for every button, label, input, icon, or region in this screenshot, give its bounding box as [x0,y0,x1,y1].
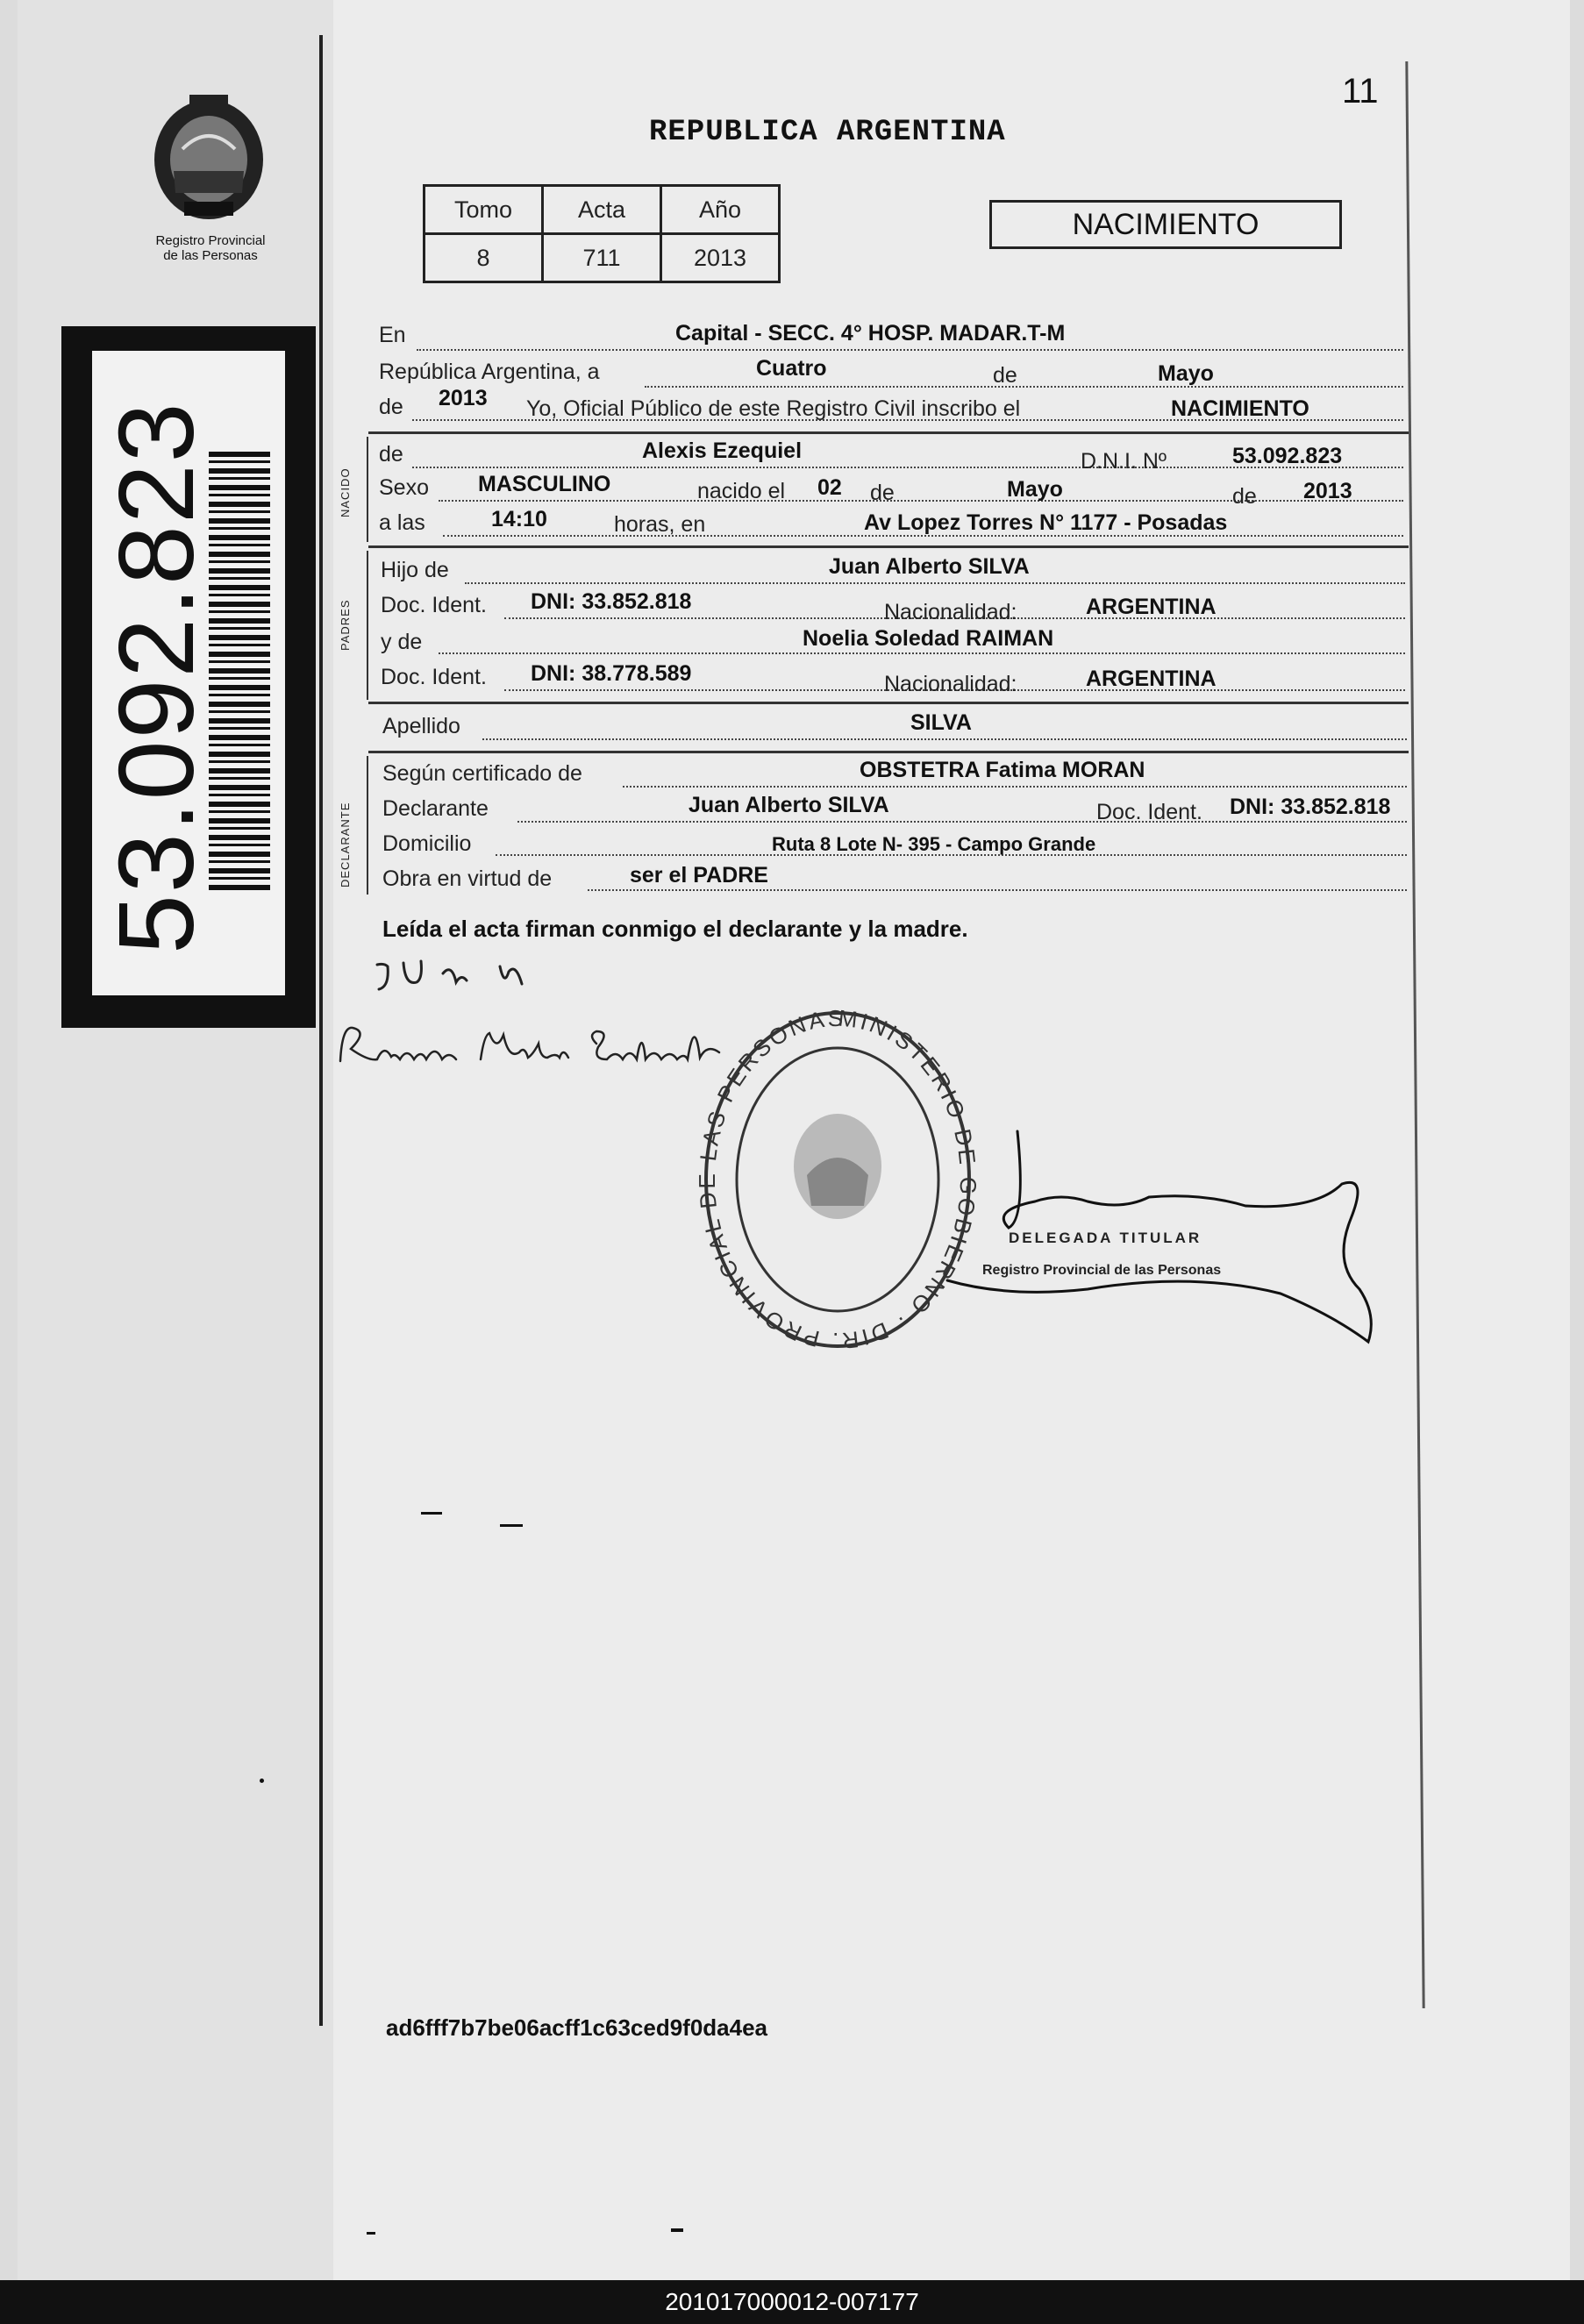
provincial-seal-icon [139,88,279,228]
domicilio-value: Ruta 8 Lote N- 395 - Campo Grande [772,833,1096,855]
nacido-de3-label: de [1232,484,1257,509]
side-label-padres: PADRES [339,599,352,651]
section-rule-2 [368,545,1409,548]
mother-nat-label: Nacionalidad: [884,672,1017,696]
nacido-de-label: de [379,442,403,467]
alas-label: a las [379,510,425,535]
registry-value-anio: 2013 [661,234,780,282]
cert-label: Según certificado de [382,761,582,786]
barcode-bars [209,452,270,890]
month-value: Mayo [1158,361,1214,386]
country-title: REPUBLICA ARGENTINA [649,116,1006,149]
declarante-label: Declarante [382,796,489,821]
section-rule-4 [368,751,1409,753]
ink-speck [367,2232,375,2235]
mother-doc-label: Doc. Ident. [381,665,487,689]
declarante-value: Juan Alberto SILVA [689,793,889,817]
obra-label: Obra en virtud de [382,866,553,891]
republica-dots [645,386,1403,388]
decl-dots-4 [588,889,1407,891]
dni-label: D.N.I. Nº [1081,449,1167,474]
declarante-doc-label: Doc. Ident. [1096,800,1202,824]
de2-label: de [379,395,403,419]
agency-caption-line1: Registro Provincial [155,233,266,248]
cert-value: OBSTETRA Fatima MORAN [860,758,1145,782]
official-title: DELEGADA TITULAR [1009,1230,1202,1246]
registry-header-anio: Año [661,186,780,234]
birth-year-value: 2013 [1303,479,1352,503]
apellido-label: Apellido [382,714,460,738]
father-nat-value: ARGENTINA [1086,595,1217,619]
hijo-label: Hijo de [381,558,449,582]
ink-speck [671,2228,683,2232]
registry-header-acta: Acta [543,186,661,234]
nacido-dots-2 [439,500,1403,502]
en-value: Capital - SECC. 4° HOSP. MADAR.T-M [675,321,1066,346]
side-rule-padres [367,551,368,700]
birth-day-value: 02 [817,475,842,500]
left-margin-rule [319,35,323,2026]
en-dots [417,349,1403,351]
agency-caption-line2: de las Personas [163,248,258,263]
nacido-el-label: nacido el [697,479,786,503]
footer-id: 201017000012-007177 [0,2280,1584,2324]
registry-value-acta: 711 [543,234,661,282]
place-value: Av Lopez Torres N° 1177 - Posadas [864,510,1228,535]
domicilio-label: Domicilio [382,831,472,856]
registry-header-row [425,186,780,234]
sexo-value: MASCULINO [478,472,611,496]
document-hash: ad6fff7b7be06acff1c63ced9f0da4ea [386,2014,768,2041]
father-doc-value: DNI: 33.852.818 [531,589,692,614]
birth-month-value: Mayo [1007,477,1063,502]
side-rule-declarante [367,756,368,895]
inscribo-value: NACIMIENTO [1171,396,1309,421]
father-name-value: Juan Alberto SILVA [829,554,1030,579]
stamp-outer-text: MINISTERIO DE GOBIERNO · DIR. PROVINCIAL DE LAS PERSONAS [693,1004,982,1351]
republica-label: República Argentina, a [379,360,600,384]
ink-speck [421,1512,442,1515]
child-name-value: Alexis Ezequiel [642,438,803,463]
section-rule-3 [368,702,1409,704]
agency-caption [118,233,303,263]
padres-dots-1 [465,582,1405,584]
sexo-label: Sexo [379,475,429,500]
registry-value-row [425,234,780,282]
official-registry: Registro Provincial de las Personas [982,1263,1222,1278]
registry-value-tomo: 8 [425,234,543,282]
obra-value: ser el PADRE [630,863,768,888]
mother-nat-value: ARGENTINA [1086,667,1217,691]
padres-dots-3 [439,652,1405,654]
father-doc-label: Doc. Ident. [381,593,487,617]
section-rule-1 [368,431,1409,434]
side-label-declarante: DECLARANTE [339,802,352,888]
father-nat-label: Nacionalidad: [884,600,1017,624]
declarante-doc-value: DNI: 33.852.818 [1230,795,1391,819]
horas-label: horas, en [614,512,706,537]
mother-name-value: Noelia Soledad RAIMAN [803,626,1054,651]
ink-speck [260,1779,264,1783]
signature-juan [368,947,588,1000]
decl-dots-2 [517,821,1407,823]
yde-label: y de [381,630,423,654]
day-value: Cuatro [756,356,827,381]
apellido-dots [482,738,1407,740]
registry-header-tomo: Tomo [425,186,543,234]
side-rule-nacido [367,437,368,542]
barcode-number: 53.092.823 [96,401,216,954]
year-value: 2013 [439,386,488,410]
apellido-value: SILVA [910,710,972,735]
registry-table [423,184,781,283]
signature-raiman [333,1009,746,1087]
mother-doc-value: DNI: 38.778.589 [531,661,692,686]
page-number: 11 [1342,72,1379,110]
time-value: 14:10 [491,507,547,531]
decl-dots-1 [623,786,1407,788]
child-dni-value: 53.092.823 [1232,444,1343,468]
de-label: de [993,363,1017,388]
en-label: En [379,323,406,347]
oficial-label: Yo, Oficial Público de este Registro Civil inscribo el [526,396,1021,421]
closing-statement: Leída el acta firman conmigo el declarante y la madre. [382,916,968,942]
nacido-de2-label: de [870,481,895,505]
ink-speck [500,1524,523,1527]
side-label-nacido: NACIDO [339,467,352,517]
act-type-box: NACIMIENTO [989,200,1342,249]
